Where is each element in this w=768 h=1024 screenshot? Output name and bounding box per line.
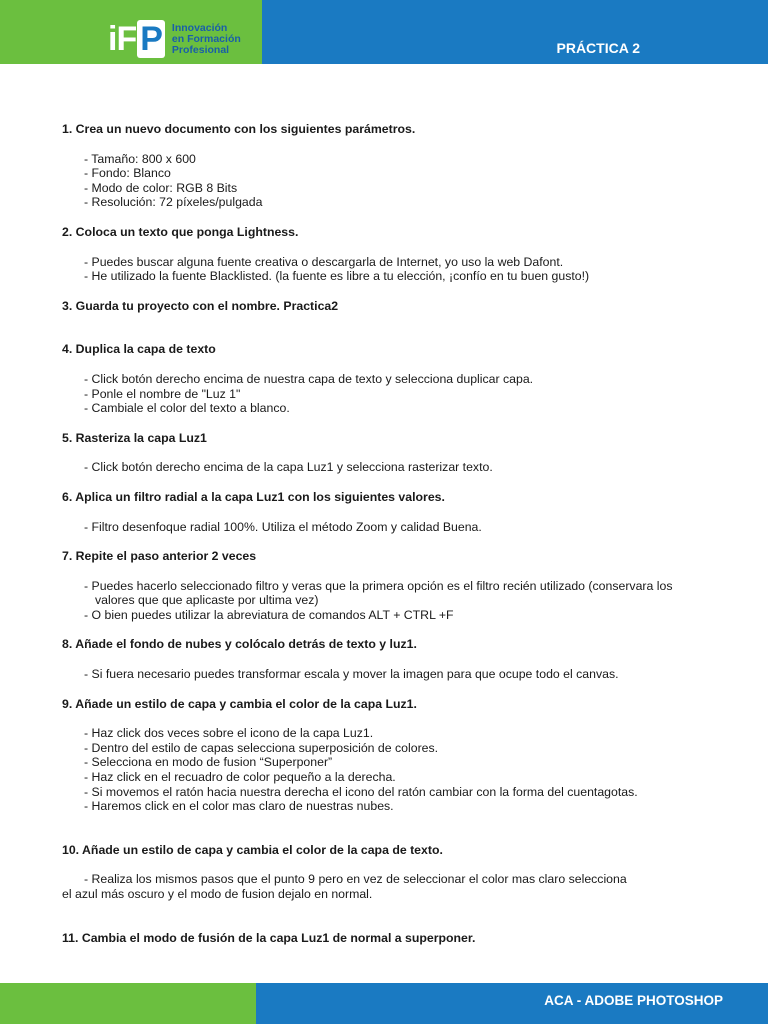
paragraph-line: - Realiza los mismos pasos que el punto 9 pero en vez de seleccionar el color mas claro selecciona bbox=[84, 872, 627, 887]
list-item: - Cambiale el color del texto a blanco. bbox=[84, 401, 290, 416]
list-item: - Selecciona en modo de fusion “Superponer” bbox=[84, 755, 333, 770]
step-title: 1. Crea un nuevo documento con los siguientes parámetros. bbox=[62, 122, 416, 136]
list-item: - Puedes buscar alguna fuente creativa o descargarla de Internet, yo uso la web Dafont. bbox=[84, 254, 564, 269]
list-item: - Puedes hacerlo seleccionado filtro y veras que la primera opción es el filtro recién utilizado (conservara los valores que que aplicaste por ultima vez) bbox=[84, 578, 673, 608]
list-item: - Click botón derecho encima de nuestra capa de texto y selecciona duplicar capa. bbox=[84, 371, 534, 386]
paragraph-line: el azul más oscuro y el modo de fusion dejalo en normal. bbox=[62, 887, 373, 901]
step-title: 5. Rasteriza la capa Luz1 bbox=[62, 430, 207, 445]
list-item: - Haremos click en el color mas claro de nuestras nubes. bbox=[84, 799, 394, 814]
ifp-logo bbox=[108, 18, 241, 60]
step-items bbox=[62, 152, 722, 210]
step-title: 9. Añade un estilo de capa y cambia el color de la capa Luz1. bbox=[62, 696, 417, 711]
step-items bbox=[62, 667, 722, 682]
list-item: - Fondo: Blanco bbox=[84, 166, 171, 181]
step-items bbox=[62, 372, 722, 416]
step-title: 10. Añade un estilo de capa y cambia el color de la capa de texto. bbox=[62, 842, 443, 857]
step-items bbox=[62, 579, 722, 623]
ifp-logo-text bbox=[172, 23, 241, 56]
list-item: - Resolución: 72 píxeles/pulgada bbox=[84, 195, 263, 210]
step-title: 7. Repite el paso anterior 2 veces bbox=[62, 549, 257, 564]
list-item: - Dentro del estilo de capas selecciona superposición de colores. bbox=[84, 740, 439, 755]
list-item: - Si movemos el ratón hacia nuestra derecha el icono del ratón cambiar con la forma del cuentagotas. bbox=[84, 784, 638, 799]
list-item: - Click botón derecho encima de la capa Luz1 y selecciona rasterizar texto. bbox=[84, 460, 493, 475]
list-item: - Ponle el nombre de "Luz 1" bbox=[84, 386, 241, 401]
step-items bbox=[62, 255, 722, 284]
list-item: - Haz click dos veces sobre el icono de la capa Luz1. bbox=[84, 726, 374, 741]
document-body bbox=[62, 122, 722, 945]
list-item: - Filtro desenfoque radial 100%. Utiliza el método Zoom y calidad Buena. bbox=[84, 519, 482, 534]
footer-green-band bbox=[0, 983, 256, 1024]
step-title: 4. Duplica la capa de texto bbox=[62, 342, 216, 357]
step-title: 6. Aplica un filtro radial a la capa Luz1 con los siguientes valores. bbox=[62, 489, 445, 504]
practice-title: PRÁCTICA 2 bbox=[556, 40, 640, 56]
logo-line: Profesional bbox=[171, 43, 230, 56]
footer-title: ACA - ADOBE PHOTOSHOP bbox=[544, 993, 723, 1008]
ifp-logo-mark: iF P bbox=[108, 22, 165, 56]
list-item: - O bien puedes utilizar la abreviatura de comandos ALT + CTRL +F bbox=[84, 607, 454, 622]
step-title: 11. Cambia el modo de fusión de la capa Luz1 de normal a superponer. bbox=[62, 930, 476, 945]
step-items bbox=[62, 460, 722, 475]
header-blue-band bbox=[262, 0, 768, 64]
list-item: - Si fuera necesario puedes transformar escala y mover la imagen para que ocupe todo el canvas. bbox=[84, 667, 619, 682]
logo-line: en Formación bbox=[171, 32, 241, 45]
list-item: - Tamaño: 800 x 600 bbox=[84, 151, 196, 166]
step-items bbox=[62, 520, 722, 535]
step-title: 3. Guarda tu proyecto con el nombre. Practica2 bbox=[62, 298, 339, 313]
list-item: - Haz click en el recuadro de color pequeño a la derecha. bbox=[84, 770, 396, 785]
step-title: 8. Añade el fondo de nubes y colócalo detrás de texto y luz1. bbox=[62, 637, 417, 652]
step-title: 2. Coloca un texto que ponga Lightness. bbox=[62, 224, 299, 239]
list-item: - Modo de color: RGB 8 Bits bbox=[84, 180, 238, 195]
logo-line: Innovación bbox=[171, 21, 228, 34]
list-item: - He utilizado la fuente Blacklisted. (la fuente es libre a tu elección, ¡confío en tu buen gusto!) bbox=[84, 269, 590, 284]
step-paragraph bbox=[62, 872, 722, 901]
step-items bbox=[62, 726, 722, 814]
